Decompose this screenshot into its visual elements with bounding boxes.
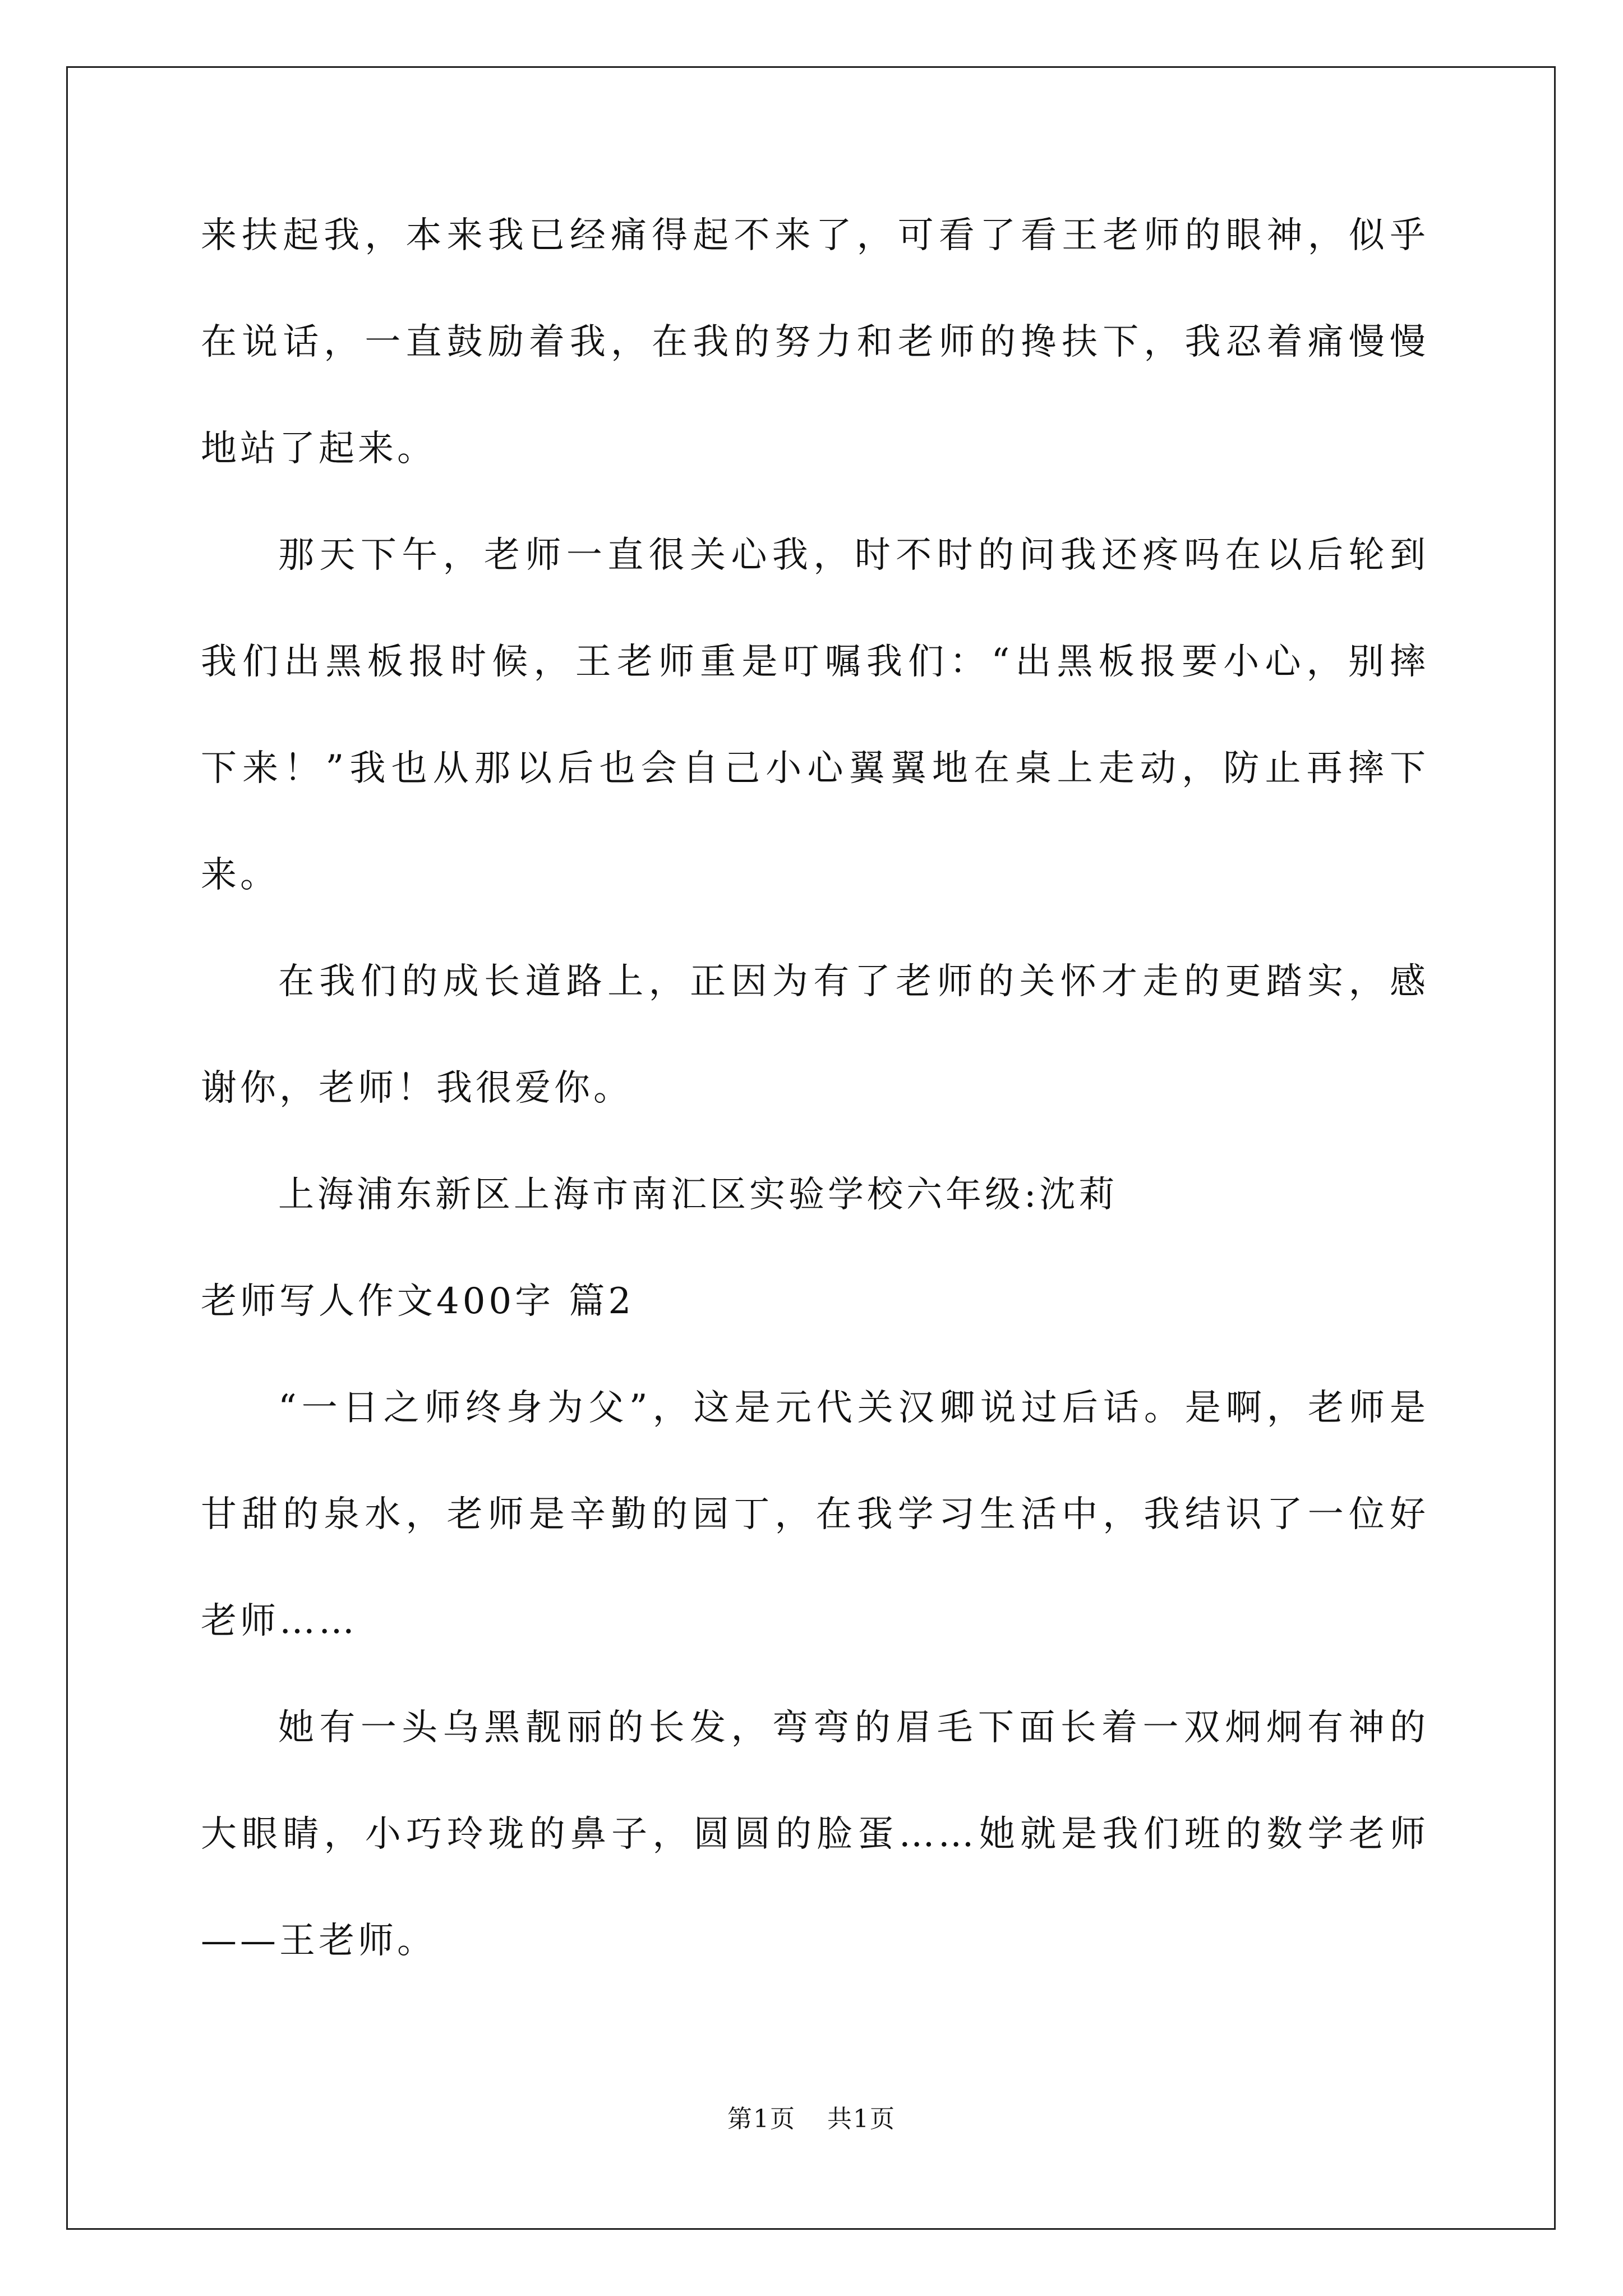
text-line-4: 那天下午，老师一直很关心我，时不时的问我还疼吗在以后轮到	[278, 535, 1429, 576]
text-line-6: 下来！”我也从那以后也会自己小心翼翼地在桌上走动，防止再摔下	[201, 748, 1429, 789]
text-line-14: 老师……	[201, 1600, 358, 1642]
text-line-12: “一日之师终身为父”，这是元代关汉卿说过后话。是啊，老师是	[278, 1387, 1429, 1429]
author-line: 上海浦东新区上海市南汇区实验学校六年级:沈莉	[278, 1174, 1118, 1216]
text-line-7: 来。	[201, 854, 279, 896]
text-line-8: 在我们的成长道路上，正因为有了老师的关怀才走的更踏实，感	[278, 961, 1429, 1002]
text-line-15: 她有一头乌黑靓丽的长发，弯弯的眉毛下面长着一双炯炯有神的	[278, 1707, 1429, 1749]
page-border	[66, 66, 1556, 2230]
text-line-5: 我们出黑板报时候，王老师重是叮嘱我们：“出黑板报要小心，别摔	[201, 641, 1429, 683]
text-line-17: ——王老师。	[201, 1920, 436, 1962]
text-line-13: 甘甜的泉水，老师是辛勤的园丁，在我学习生活中，我结识了一位好	[201, 1494, 1429, 1535]
text-line-1: 来扶起我，本来我已经痛得起不来了，可看了看王老师的眼神，似乎	[201, 215, 1429, 256]
page-number: 第1页	[727, 2105, 796, 2133]
text-line-16: 大眼睛，小巧玲珑的鼻子，圆圆的脸蛋……她就是我们班的数学老师	[201, 1814, 1429, 1855]
page-footer	[0, 2104, 1623, 2135]
text-line-2: 在说话，一直鼓励着我，在我的努力和老师的搀扶下，我忍着痛慢慢	[201, 321, 1429, 363]
section-heading: 老师写人作文400字 篇2	[201, 1281, 635, 1322]
text-line-3: 地站了起来。	[201, 428, 436, 470]
text-line-9: 谢你，老师！我很爱你。	[201, 1068, 633, 1109]
page-total: 共1页	[827, 2105, 896, 2133]
